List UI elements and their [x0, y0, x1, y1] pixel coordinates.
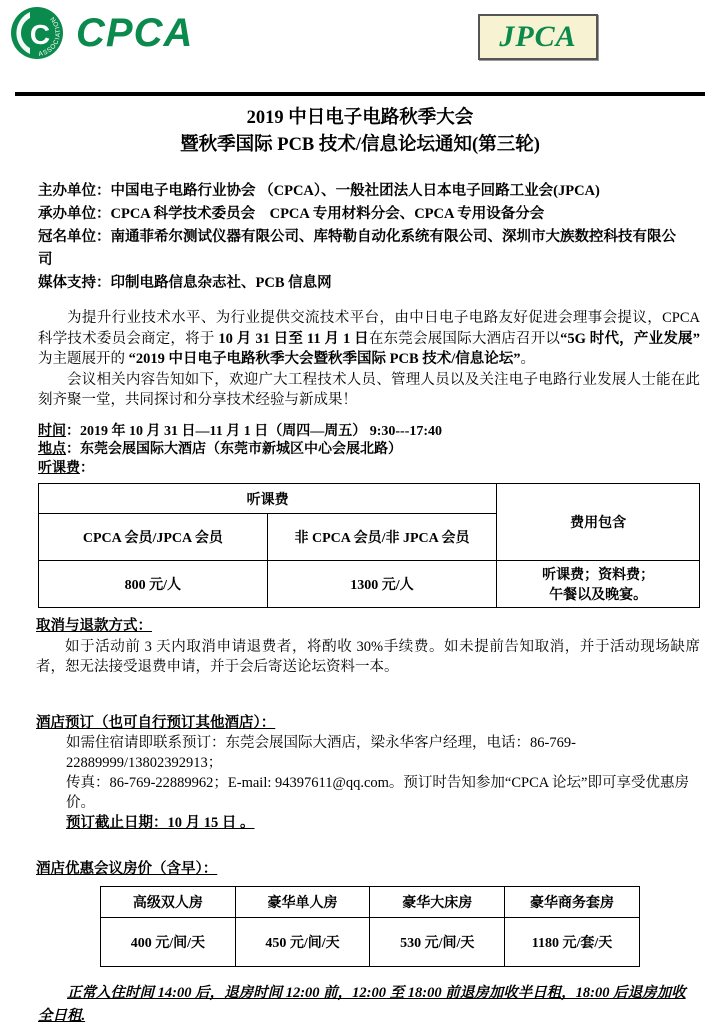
hotel-contact-line-2: 传真：86-769-22889962；E-mail: 94397611@qq.com。预订时告知参加“CPCA 论坛”即可享受优惠房价。 — [66, 775, 689, 811]
intro-section — [38, 308, 700, 411]
room-type-cell: 豪华商务套房 — [505, 887, 640, 918]
organizer-row-media — [38, 272, 690, 295]
cpca-circle-letter: C — [29, 19, 51, 50]
hotel-booking-section — [36, 713, 700, 833]
member-price-cell: 800 元/人 — [39, 561, 268, 608]
room-type-cell: 豪华大床房 — [370, 887, 505, 918]
booking-deadline: 预订截止日期：10 月 15 日 。 — [66, 815, 255, 831]
organizer-label: 承办单位： — [38, 206, 111, 222]
hotel-contact-line-1: 如需住宿请即联系预订：东莞会展国际大酒店，梁永华客户经理，电话：86-769-22889999/13802392913； — [66, 735, 576, 771]
organizer-row-host — [38, 180, 690, 203]
room-type-cell: 豪华单人房 — [235, 887, 370, 918]
room-price-cell: 400 元/间/天 — [101, 918, 236, 967]
room-price-cell: 450 元/间/天 — [235, 918, 370, 967]
organizer-list — [38, 180, 690, 295]
fee-table-price-row — [39, 561, 700, 608]
time-value: ：2019 年 10 月 31 日—11 月 1 日（周四—周五） 9:30---17:40 — [66, 423, 443, 439]
fee-label: 听课费 — [38, 460, 80, 476]
checkin-policy-note: 正常入住时间 14:00 后，退房时间 12:00 前，12:00 至 18:00 前退房加收半日租，18:00 后退房加收全日租. — [38, 985, 686, 1024]
organizer-value: 南通菲希尔测试仪器有限公司、库特勒自动化系统有限公司、深圳市大族数控科技有限公司 — [38, 229, 676, 268]
fee-table-header-cell: 听课费 — [39, 484, 497, 514]
organizer-label: 媒体支持： — [38, 275, 111, 291]
place-value: ：东莞会展国际大酒店（东莞市新城区中心会展北路） — [66, 442, 402, 457]
time-row — [38, 423, 700, 442]
header-divider-rule — [15, 92, 705, 96]
member-label-cell: CPCA 会员/JPCA 会员 — [39, 514, 268, 561]
room-price-heading: 酒店优惠会议房价（含早）： — [36, 861, 218, 877]
organizer-label: 冠名单位： — [38, 229, 111, 245]
room-price-table — [100, 886, 640, 967]
intro-paragraph-1: 为提升行业技术水平、为行业提供交流技术平台，由中日电子电路友好促进会理事会提议，CPCA 科学技术委员会商定，将于 10 月 31 日至 11 月 1 日在东莞会展国际大酒店召开以“5G 时代，产业发展” 为主题展开的 “2019 中日电子电路秋季大会暨秋季国际 PCB 技术/信息论坛”。 — [38, 310, 700, 367]
room-price-cell: 1180 元/套/天 — [505, 918, 640, 967]
cancellation-heading: 取消与退款方式： — [36, 618, 152, 634]
time-label: 时间 — [38, 423, 66, 439]
organizer-row-undertaker — [38, 203, 690, 226]
document-title — [0, 105, 720, 159]
room-type-cell: 高级双人房 — [101, 887, 236, 918]
fee-include-header-cell: 费用包含 — [497, 484, 700, 561]
fee-include-cell: 听课费；资料费； 午餐以及晚宴。 — [497, 561, 700, 608]
logo-header — [0, 0, 720, 68]
bold-event-name: “2019 中日电子电路秋季大会暨秋季国际 PCB 技术/信息论坛” — [128, 351, 521, 367]
title-line-1: 2019 中日电子电路秋季大会 — [246, 108, 474, 128]
hotel-heading: 酒店预订（也可自行预订其他酒店）： — [36, 715, 276, 731]
cancellation-body: 如于活动前 3 天内取消申请退费者，将酌收 30%手续费。如未提前告知取消，并于活动现场缺席者，恕无法接受退费申请，并于会后寄送论坛资料一本。 — [36, 639, 700, 675]
organizer-row-title-sponsor — [38, 226, 690, 272]
title-line-2: 暨秋季国际 PCB 技术/信息论坛通知(第三轮) — [180, 135, 540, 155]
fee-table — [38, 483, 700, 608]
bold-theme: “5G 时代，产业发展” — [560, 330, 700, 347]
organizer-value: 中国电子电路行业协会 （CPCA）、一般社团法人日本电子回路工业会(JPCA) — [110, 183, 600, 199]
cancellation-section — [36, 616, 700, 677]
schedule-section — [38, 423, 700, 479]
nonmember-label-cell: 非 CPCA 会员/非 JPCA 会员 — [267, 514, 496, 561]
fee-table-header-row — [39, 484, 700, 514]
cpca-circle-icon — [10, 6, 64, 60]
nonmember-price-cell: 1300 元/人 — [267, 561, 496, 608]
jpca-wordmark: JPCA — [499, 20, 577, 53]
intro-paragraph-2: 会议相关内容告知如下，欢迎广大工程技术人员、管理人员以及关注电子电路行业发展人士能在此刻齐聚一堂，共同探讨和分享技术经验与新成果！ — [38, 371, 700, 408]
bold-dates: 10 月 31 日至 11 月 1 日 — [218, 330, 369, 347]
organizer-label: 主办单位： — [38, 183, 111, 199]
organizer-value: 印制电路信息杂志社、PCB 信息网 — [110, 275, 332, 291]
place-label: 地点 — [38, 442, 66, 457]
place-row — [38, 441, 700, 460]
cpca-wordmark: CPCA — [76, 11, 194, 55]
room-price-row — [101, 918, 640, 967]
room-price-cell: 530 元/间/天 — [370, 918, 505, 967]
fee-row: 听课费： — [38, 460, 94, 476]
room-type-row — [101, 887, 640, 918]
organizer-value: CPCA 科学技术委员会 CPCA 专用材料分会、CPCA 专用设备分会 — [110, 206, 545, 222]
jpca-logo — [478, 14, 598, 60]
cpca-logo — [10, 6, 193, 60]
cpca-ring-text: ASSOCIATION — [37, 14, 63, 59]
